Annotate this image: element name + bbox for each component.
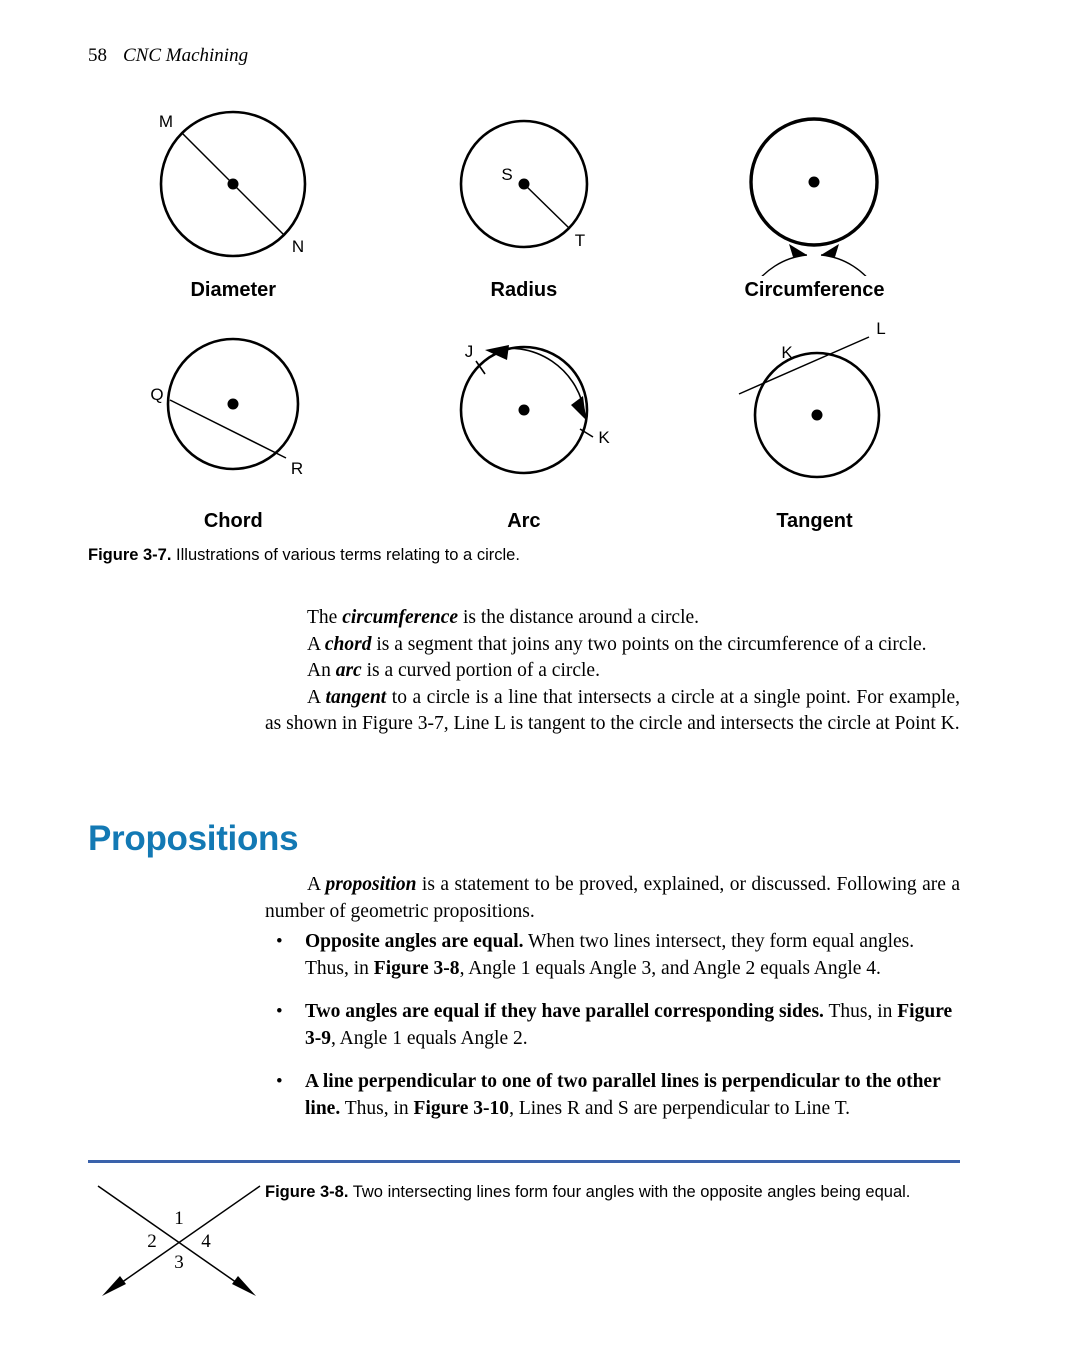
figure-3-7 <box>88 96 960 546</box>
term-arc: arc <box>335 660 362 681</box>
diagram-label-arc: Arc <box>507 510 541 532</box>
propositions-list <box>265 928 960 1138</box>
point-label-l: L <box>876 319 887 338</box>
list-item <box>265 998 960 1052</box>
figure-3-7-caption-lead: Figure 3-7. <box>88 546 172 564</box>
para-4-prefix: A <box>307 686 326 708</box>
book-title: CNC Machining <box>123 45 249 66</box>
figure-3-8-caption-lead: Figure 3-8. <box>265 1183 349 1201</box>
bullet-3-lead: A line perpendicular to one of two parallel lines is perpendicular to the other line. <box>305 1071 941 1119</box>
term-proposition: proposition <box>325 874 417 895</box>
angle-label-1: 1 <box>174 1208 184 1229</box>
circumference-illustration <box>689 96 939 276</box>
radius-illustration <box>399 96 649 276</box>
bullet-icon: • <box>276 931 283 952</box>
bullet-2-text-b: , Angle 1 equals Angle 2. <box>331 1028 528 1049</box>
point-label-k: K <box>781 343 794 362</box>
para-3-suffix: is a curved portion of a circle. <box>361 660 600 681</box>
point-label-m: M <box>159 112 174 131</box>
para-4-suffix: to a circle is a line that intersects a circle at a single point. For example, as shown in Figure 3-7, Line L is tangent to the circle and intersects the circle at Point K. <box>265 686 960 734</box>
bullet-2-lead: Two angles are equal if they have parallel corresponding sides. <box>305 1001 824 1022</box>
paragraph-chord <box>265 632 960 659</box>
figure-3-7-row-bottom <box>88 312 960 533</box>
diagram-label-radius: Radius <box>490 279 558 301</box>
bullet-1-text-a: When two lines intersect, they form equal angles. Thus, in <box>305 931 915 979</box>
para-2-prefix: A <box>307 633 325 655</box>
bullet-2-text-a: Thus, in <box>823 1001 898 1022</box>
running-head <box>88 44 248 68</box>
point-label-r: R <box>291 459 304 478</box>
diagram-diameter <box>88 96 379 302</box>
bullet-1-figure-ref: Figure 3-8 <box>373 958 460 979</box>
bullet-3-text-b: , Lines R and S are perpendicular to Line T. <box>509 1098 851 1119</box>
paragraph-tangent <box>265 685 960 738</box>
bullet-icon: • <box>276 1071 283 1092</box>
point-label-s: S <box>501 165 513 184</box>
figure-3-7-row-top <box>88 96 960 302</box>
diagram-radius <box>379 96 670 302</box>
figure-3-7-caption <box>88 544 960 566</box>
arc-illustration <box>399 312 649 507</box>
paragraph-proposition <box>265 872 960 925</box>
diagram-chord <box>88 312 379 533</box>
bullet-2-figure-ref: Figure 3-9 <box>305 1001 953 1049</box>
bullet-1-text-b: , Angle 1 equals Angle 3, and Angle 2 equals Angle 4. <box>459 958 881 979</box>
list-item <box>265 928 960 982</box>
diagram-circumference <box>669 96 960 302</box>
term-tangent: tangent <box>325 686 387 708</box>
bullet-3-figure-ref: Figure 3-10 <box>413 1098 510 1119</box>
diagram-label-tangent: Tangent <box>776 510 853 532</box>
diagram-label-circumference: Circumference <box>744 279 885 301</box>
angle-label-4: 4 <box>201 1231 211 1252</box>
chord-illustration <box>108 312 358 507</box>
point-label-q: Q <box>150 385 164 404</box>
para-3-prefix: An <box>307 660 336 681</box>
term-chord: chord <box>324 633 372 655</box>
intro-suffix: is a statement to be proved, explained, or discussed. Following are a number of geometric propositions. <box>265 874 960 922</box>
propositions-intro <box>265 872 960 925</box>
diameter-illustration <box>108 96 358 276</box>
paragraph-arc <box>265 658 960 685</box>
section-divider <box>88 1160 960 1163</box>
bullet-3-text-a: Thus, in <box>340 1098 414 1119</box>
point-label-n: N <box>292 237 305 256</box>
figure-3-8-caption <box>265 1180 960 1204</box>
figure-3-7-caption-text: Illustrations of various terms relating to a circle. <box>171 546 520 564</box>
para-1-prefix: The <box>307 607 343 628</box>
tangent-illustration <box>689 312 939 507</box>
point-label-j: J <box>464 342 474 361</box>
bullet-icon: • <box>276 1001 283 1022</box>
list-item <box>265 1068 960 1122</box>
para-2-suffix: is a segment that joins any two points on the circumference of a circle. <box>371 633 927 655</box>
intro-prefix: A <box>307 874 326 895</box>
para-1-suffix: is the distance around a circle. <box>458 607 700 628</box>
page-title: Propositions <box>88 819 299 858</box>
point-label-k: K <box>598 428 610 447</box>
diagram-label-chord: Chord <box>203 510 263 532</box>
diagram-arc <box>379 312 670 533</box>
diagram-tangent <box>669 312 960 533</box>
bullet-1-lead: Opposite angles are equal. <box>305 931 524 952</box>
point-label-t: T <box>574 231 586 250</box>
page-number: 58 <box>88 45 107 66</box>
body-text-column <box>265 605 960 738</box>
angle-label-3: 3 <box>174 1252 184 1273</box>
paragraph-circumference <box>265 605 960 632</box>
diagram-label-diameter: Diameter <box>190 279 277 301</box>
figure-3-8-caption-text: Two intersecting lines form four angles with the opposite angles being equal. <box>348 1183 911 1201</box>
figure-3-8-illustration <box>86 1172 272 1307</box>
term-circumference: circumference <box>342 607 459 628</box>
angle-label-2: 2 <box>147 1231 157 1252</box>
